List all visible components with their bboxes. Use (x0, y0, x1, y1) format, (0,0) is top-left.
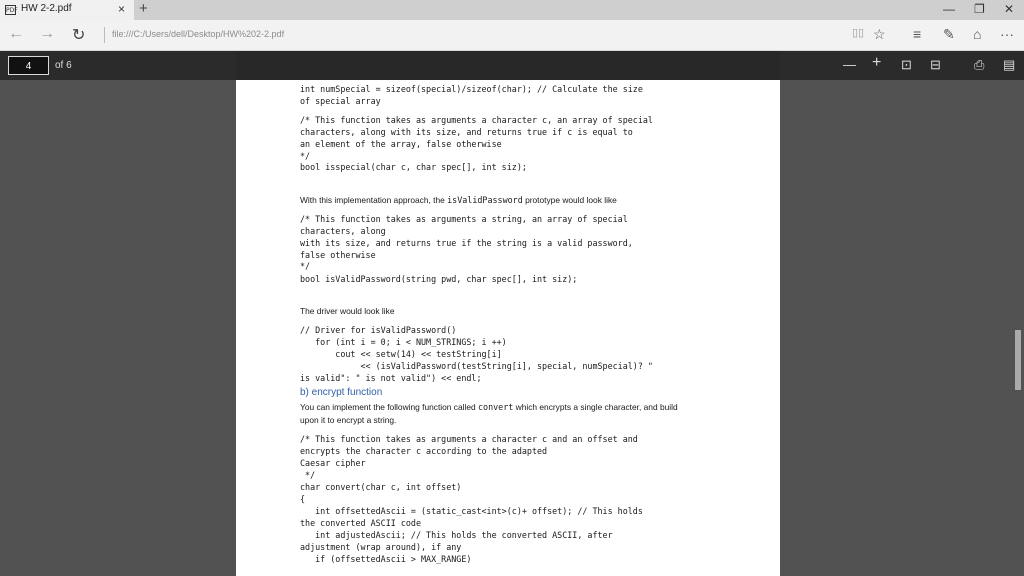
reading-view-icon[interactable]: ▯▯ (852, 27, 865, 39)
url-field[interactable]: file:///C:/Users/dell/Desktop/HW%202-2.pdf (112, 29, 285, 39)
page-overlay (236, 51, 780, 80)
url-divider (104, 27, 105, 43)
implement-paragraph (300, 402, 678, 412)
print-icon[interactable]: ⎙ (974, 57, 985, 72)
pdf-icon: PDF (6, 7, 18, 14)
tab-close-icon[interactable]: × (118, 2, 126, 16)
implement-text: You can implement the following function called (300, 402, 479, 412)
refresh-icon[interactable]: ↻ (72, 27, 86, 44)
code-line: << (isValidPassword(testString[i], special, numSpecial)? " (300, 361, 653, 371)
more-icon[interactable]: ··· (1000, 26, 1014, 42)
approach-text: With this implementation approach, the (300, 195, 448, 205)
address-bar (0, 20, 1024, 51)
code-line: if (offsettedAscii > MAX_RANGE) (300, 554, 472, 564)
code-line: // Driver for isValidPassword() (300, 325, 457, 335)
code-line: { (300, 494, 306, 504)
save-icon[interactable]: ▤ (1003, 57, 1016, 72)
page-count: of 6 (55, 60, 72, 71)
approach-paragraph (300, 195, 617, 205)
page-number-input[interactable]: 4 (8, 56, 49, 75)
code-line: /* This function takes as arguments a character c, an array of special (300, 115, 653, 125)
code-line: char convert(char c, int offset) (300, 482, 462, 492)
code-line: cout << setw(14) << testString[i] (300, 349, 502, 359)
tab-title: HW 2-2.pdf (21, 3, 72, 14)
approach-text-end: prototype would look like (522, 195, 617, 205)
code-line: encrypts the character c according to the adapted (300, 446, 548, 456)
zoom-out-button[interactable]: — (843, 57, 856, 72)
zoom-in-button[interactable]: + (872, 54, 882, 71)
code-line: is valid": " is not valid") << endl; (300, 373, 482, 383)
code-line: characters, along with its size, and returns true if c is equal to (300, 127, 633, 137)
share-icon[interactable]: ⌂ (973, 26, 982, 42)
fit-page-icon[interactable]: ⊡ (901, 57, 912, 72)
code-line: int offsettedAscii = (static_cast<int>(c)+ offset); // This holds (300, 506, 643, 516)
code-line: */ (300, 151, 311, 161)
code-line: bool isValidPassword(string pwd, char spec[], int siz); (300, 274, 578, 284)
code-line: bool isspecial(char c, char spec[], int siz); (300, 162, 527, 172)
code-line: /* This function takes as arguments a string, an array of special (300, 214, 628, 224)
code-line: int numSpecial = sizeof(special)/sizeof(char); // Calculate the size (300, 84, 643, 94)
implement-paragraph-line2: upon it to encrypt a string. (300, 415, 397, 425)
code-line: the converted ASCII code (300, 518, 422, 528)
minimize-button[interactable]: — (943, 2, 955, 16)
implement-code: convert (478, 402, 514, 412)
code-line: for (int i = 0; i < NUM_STRINGS; i ++) (300, 337, 507, 347)
implement-text-end: which encrypts a single character, and build (513, 402, 678, 412)
note-icon[interactable]: ✎ (943, 26, 955, 42)
code-line: adjustment (wrap around), if any (300, 542, 462, 552)
code-line: /* This function takes as arguments a character c and an offset and (300, 434, 638, 444)
code-line: Caesar cipher (300, 458, 366, 468)
restore-button[interactable]: ❐ (974, 2, 985, 16)
driver-paragraph: The driver would look like (300, 306, 395, 316)
approach-code: isValidPassword (447, 195, 523, 205)
scrollbar-thumb[interactable] (1015, 330, 1021, 390)
pdf-page (236, 51, 780, 576)
code-line: of special array (300, 96, 381, 106)
new-tab-button[interactable]: + (139, 0, 148, 17)
close-window-button[interactable]: ✕ (1004, 2, 1015, 16)
forward-icon[interactable]: → (39, 25, 55, 42)
hub-icon[interactable]: ≡ (913, 26, 922, 42)
code-line: int adjustedAscii; // This holds the converted ASCII, after (300, 530, 613, 540)
page-layout-icon[interactable]: ⊟ (930, 57, 941, 72)
code-line: an element of the array, false otherwise (300, 139, 502, 149)
code-line: */ (300, 261, 311, 271)
favorite-icon[interactable]: ☆ (873, 26, 886, 42)
code-line: characters, along (300, 226, 386, 236)
code-line: false otherwise (300, 250, 376, 260)
title-bar (0, 0, 1024, 20)
section-heading: b) encrypt function (300, 387, 383, 398)
code-line: */ (300, 470, 316, 480)
tab-pdf[interactable] (0, 0, 134, 20)
code-line: with its size, and returns true if the string is a valid password, (300, 238, 633, 248)
back-icon[interactable]: ← (8, 25, 24, 42)
